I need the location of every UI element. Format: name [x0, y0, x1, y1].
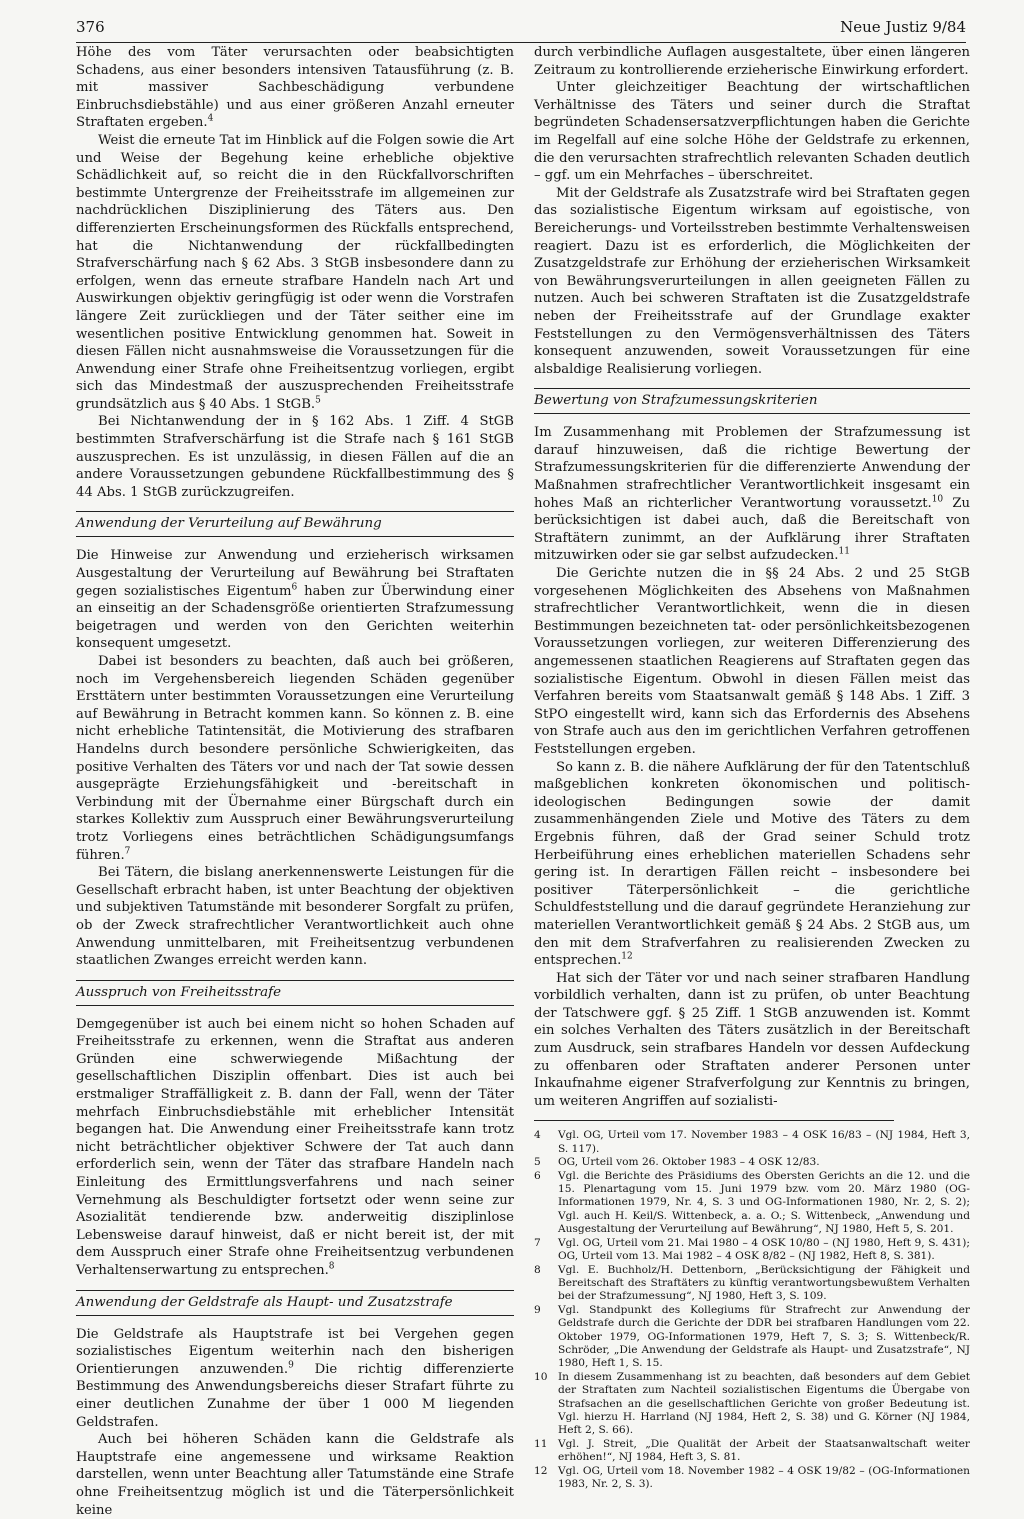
section-title: Bewertung von Strafzumessungskriterien [534, 393, 818, 409]
section-title: Anwendung der Verurteilung auf Bewährung [76, 516, 382, 532]
section-heading [76, 511, 514, 537]
right-column [534, 44, 970, 1491]
footnote-number: 9 [534, 1303, 541, 1316]
footnote-number: 6 [534, 1169, 541, 1182]
footnote-text: Vgl. OG, Urteil vom 17. November 1983 – 4 OSK 16/83 – (NJ 1984, Heft 3, S. 117). [558, 1129, 970, 1155]
journal-title: Neue Justiz 9/84 [840, 18, 966, 36]
section-heading [76, 1290, 514, 1316]
paragraph: Weist die erneute Tat im Hinblick auf die Folgen sowie die Art und Weise der Begehung keine erhebliche objektive Schädlichkeit auf, so reicht die in den Rückfallvorschriften bestimmte Untergrenze der Freiheitsstrafe im allgemeinen zur nachdrücklichen Disziplinierung des Täters aus. Den differenzierten Erscheinungsformen des Rückfalls entsprechend, hat die Nichtanwendung der rückfallbedingten Strafverschärfung nach § 62 Abs. 3 StGB insbesondere dann zu erfolgen, wenn das erneute strafbare Handeln nach Art und Auswirkungen objektiv geringfügig ist oder wenn die Vorstrafen längere Zeit zurückliegen und der Täter seither eine im wesentlichen positive Entwicklung genommen hat. Soweit in diesen Fällen nicht ausnahmsweise die Voraussetzungen für die Anwendung einer Strafe ohne Freiheitsentzug vorliegen, ergibt sich das Mindestmaß der auszusprechenden Freiheitsstrafe grundsätzlich aus § 40 Abs. 1 StGB.$^5$ [76, 132, 514, 412]
footnote-ref: 11 [838, 547, 850, 558]
left-column [76, 44, 514, 1519]
footnote-text: Vgl. OG, Urteil vom 18. November 1982 – 4 OSK 19/82 – (OG-Informationen 1983, Nr. 2, S. 3). [558, 1464, 970, 1490]
footnote-number: 8 [534, 1263, 541, 1276]
paragraph: Demgegenüber ist auch bei einem nicht so hohen Schaden auf Freiheitsstrafe zu erkennen, wenn die Straftat aus anderen Gründen eine schwerwiegende Mißachtung der gesellschaftlichen Disziplin offenbart. Dies ist auch bei erstmaliger Straffälligkeit z. B. dann der Fall, wenn der Täter mehrfach Einbruchsdiebstähle mit erheblicher Intensität begangen hat. Die Anwendung einer Freiheitsstrafe kann trotz nicht beträchtlicher objektiver Schwere der Tat auch dann erforderlich sein, wenn der Täter das strafbare Handeln nach Einleitung des Ermittlungsverfahrens und nach seiner Vernehmung als Beschuldigter fortsetzt oder wenn seine zur Asozialität tendierende bzw. anderweitig disziplinlose Lebensweise darauf hinweist, daß er nicht bereit ist, der mit dem Ausspruch einer Strafe ohne Freiheitsentzug verbundenen Verhaltenserwartung zu entsprechen.$^8$ [76, 1016, 514, 1278]
footnote-text: Vgl. J. Streit, „Die Qualität der Arbeit der Staatsanwaltschaft weiter erhöhen!“, NJ 1984, Heft 3, S. 81. [558, 1437, 970, 1464]
paragraph: Höhe des vom Täter verursachten oder beabsichtigten Schadens, aus einer besonders intensiven Tatausführung (z. B. mit massiver Sachbeschädigung verbundene Einbruchsdiebstähle) und aus einer größeren Anzahl erneuter Straftaten ergeben.$^4$ [76, 45, 514, 131]
footnote-text: In diesem Zusammenhang ist zu beachten, daß besonders auf dem Gebiet der Straftaten zum Nachteil sozialistischen Eigentums die Übergabe von Strafsachen an die gesellschaftlichen Gerichte von großer Bedeutung ist. Vgl. hierzu H. Harrland (NJ 1984, Heft 2, S. 38) und G. Körner (NJ 1984, Heft 2, S. 66). [558, 1370, 970, 1437]
footnote-text: Vgl. E. Buchholz/H. Dettenborn, „Berücksichtigung der Fähigkeit und Bereitschaft des Straftäters zu künftig verantwortungsbewußtem Verhalten bei der Strafzumessung“, NJ 1980, Heft 3, S. 109. [558, 1263, 970, 1303]
paragraph: Mit der Geldstrafe als Zusatzstrafe wird bei Straftaten gegen das sozialistische Eigentum wirksam auf egoistische, von Bereicherungs- und Vorteilsstreben bestimmte Verhaltensweisen reagiert. Dazu ist es erforderlich, die Möglichkeiten der Zusatzgeldstrafe zur Erhöhung der erzieherischen Wirksamkeit von Bewährungsverurteilungen in allen geeigneten Fällen zu nutzen. Auch bei schweren Straftaten ist die Zusatzgeldstrafe neben der Freiheitsstrafe auf der Grundlage exakter Feststellungen zu den Vermögensverhältnissen des Täters konsequent anzuwenden, soweit Voraussetzungen für eine alsbaldige Realisierung vorliegen. [534, 185, 970, 377]
footnotes [534, 1129, 970, 1491]
footnote-number: 12 [534, 1464, 548, 1477]
footnote-ref: 8 [328, 1261, 335, 1272]
footnote [534, 1304, 970, 1371]
section-title: Anwendung der Geldstrafe als Haupt- und Zusatzstrafe [76, 1294, 453, 1310]
footnote-rule [534, 1120, 894, 1121]
footnote-ref: 5 [315, 395, 321, 406]
footnote-ref: 9 [288, 1360, 294, 1371]
footnote [534, 1438, 970, 1465]
footnote-number: 5 [534, 1156, 541, 1169]
paragraph: Im Zusammenhang mit Problemen der Strafzumessung ist darauf hinzuweisen, daß die richtige Bewertung der Strafzumessungskriterien für die differenzierte Anwendung der Maßnahmen strafrechtlicher Verantwortlichkeit insgesamt ein hohes Maß an richterlicher Verantwortung voraussetzt.$^{10}$ Zu berücksichtigen ist dabei auch, daß die Bereitschaft von Straftätern zunimmt, an der Aufklärung ihrer Straftaten mitzuwirken oder sie gar selbst aufzudecken.$^{11}$ [534, 425, 970, 564]
paragraph: Bei Tätern, die bislang anerkennenswerte Leistungen für die Gesellschaft erbracht haben, ist unter Beachtung der objektiven und subjektiven Tatumstände mit besonderer Sorgfalt zu prüfen, ob der Zweck strafrechtlicher Verantwortlichkeit auch ohne Anwendung unmittelbaren, mit Freiheitsentzug verbundenen staatlichen Zwanges erreicht werden kann. [76, 865, 514, 969]
footnote [534, 1170, 970, 1237]
footnote [534, 1371, 970, 1438]
footnote-number: 4 [534, 1129, 541, 1142]
page-header [76, 16, 966, 40]
footnote [534, 1129, 970, 1156]
footnote-text: Vgl. Standpunkt des Kollegiums für Strafrecht zur Anwendung der Geldstrafe durch die Gerichte der DDR bei strafbaren Handlungen vom 22. Oktober 1979, OG-Informationen 1979, Heft 7, S. 3; S. Wittenbeck/R. Schröder, „Die Anwendung der Geldstrafe als Haupt- und Zusatzstrafe“, NJ 1980, Heft 1, S. 15. [558, 1303, 970, 1370]
paragraph: Bei Nichtanwendung der in § 162 Abs. 1 Ziff. 4 StGB bestimmten Strafverschärfung ist die Strafe nach § 161 StGB auszusprechen. Es ist unzulässig, in diesen Fällen auf die an andere Voraussetzungen gebundene Rückfallbestimmung des § 44 Abs. 1 StGB zurückzugreifen. [76, 414, 514, 500]
footnote-ref: 4 [207, 113, 214, 124]
paragraph: durch verbindliche Auflagen ausgestaltete, über einen längeren Zeitraum zu kontrollierende erzieherische Einwirkung erfordert. [534, 45, 970, 78]
paragraph: So kann z. B. die nähere Aufklärung der für den Tatentschluß maßgeblichen konkreten ökonomischen und politisch-ideologischen Bedingungen sowie der damit zusammenhängenden Ziele und Motive des Täters zu dem Ergebnis führen, daß der Grad seiner Schuld trotz Herbeiführung eines erheblichen materiellen Schadens sehr gering ist. In derartigen Fällen reicht – insbesondere bei positiver Täterpersönlichkeit – die gerichtliche Schuldfeststellung und die darauf gegründete Heranziehung zur materiellen Verantwortlichkeit gemäß § 24 Abs. 2 StGB aus, um den mit dem Strafverfahren zu realisierenden Zwecken zu entsprechen.$^{12}$ [534, 759, 970, 969]
footnote [534, 1237, 970, 1264]
paragraph: Auch bei höheren Schäden kann die Geldstrafe als Hauptstrafe eine angemessene und wirksame Reaktion darstellen, wenn unter Beachtung aller Tatumstände eine Strafe ohne Freiheitsentzug möglich ist und die Täterpersönlichkeit keine [76, 1432, 514, 1518]
footnote [534, 1465, 970, 1492]
footnote-ref: 6 [291, 582, 298, 593]
footnote-number: 11 [534, 1437, 548, 1450]
section-heading [534, 388, 970, 414]
footnote [534, 1264, 970, 1304]
footnote-number: 10 [534, 1370, 548, 1383]
footnote-ref: 10 [931, 494, 944, 505]
header-rule [76, 42, 966, 43]
paragraph: Unter gleichzeitiger Beachtung der wirtschaftlichen Verhältnisse des Täters und seiner durch die Straftat begründeten Schadensersatzverpflichtungen haben die Gerichte im Regelfall auf eine solche Höhe der Geldstrafe zu erkennen, die den verursachten strafrechtlich relevanten Schaden deutlich – ggf. um ein Mehrfaches – überschreitet. [534, 80, 970, 184]
footnote-text: Vgl. OG, Urteil vom 21. Mai 1980 – 4 OSK 10/80 – (NJ 1980, Heft 9, S. 431); OG, Urteil vom 13. Mai 1982 – 4 OSK 8/82 – (NJ 1982, Heft 8, S. 381). [558, 1236, 970, 1263]
footnote-text: Vgl. die Berichte des Präsidiums des Obersten Gerichts an die 12. und die 15. Plenartagung vom 15. Juni 1979 bzw. vom 20. März 1980 (OG-Informationen 1979, Nr. 4, S. 3 und OG-Informationen 1980, Nr. 2, S. 2); Vgl. auch H. Keil/S. Wittenbeck, a. a. O.; S. Wittenbeck, „Anwendung und Ausgestaltung der Verurteilung auf Bewährung“, NJ 1980, Heft 5, S. 201. [558, 1169, 970, 1236]
page-number: 376 [76, 18, 105, 36]
paragraph: Die Gerichte nutzen die in §§ 24 Abs. 2 und 25 StGB vorgesehenen Möglichkeiten des Absehens von Maßnahmen strafrechtlicher Verantwortlichkeit, wenn die in diesen Bestimmungen bezeichneten tat- oder persönlichkeitsbezogenen Voraussetzungen vorliegen, zur weiteren Differenzierung des angemessenen staatlichen Reagierens auf Straftaten gegen das sozialistische Eigentum. Obwohl in diesen Fällen meist das Verfahren bereits vom Staatsanwalt gemäß § 148 Abs. 1 Ziff. 3 StPO eingestellt wird, kann sich das Erfordernis des Absehens von Strafe auch aus den im gerichtlichen Verfahren getroffenen Feststellungen ergeben. [534, 566, 970, 757]
paragraph: Die Geldstrafe als Hauptstrafe ist bei Vergehen gegen sozialistisches Eigentum weiterhin nach den bisherigen Orientierungen anzuwenden.$^9$ Die richtig differenzierte Bestimmung des Anwendungsbereichs dieser Strafart führte zu einer deutlichen Zunahme der über 1 000 M liegenden Geldstrafen. [76, 1326, 514, 1430]
section-title: Ausspruch von Freiheitsstrafe [76, 984, 282, 1000]
footnote-ref: 7 [124, 846, 131, 857]
paragraph: Hat sich der Täter vor und nach seiner strafbaren Handlung vorbildlich verhalten, dann ist zu prüfen, ob unter Beachtung der Tatschwere ggf. § 25 Ziff. 1 StGB anzuwenden ist. Kommt ein solches Verhalten des Täters zusätzlich in der Bereitschaft zum Ausdruck, sein strafbares Handeln vor dessen Aufdeckung zu offenbaren oder Straftaten anderer Personen unter Inkaufnahme eigener Strafverfolgung zur Kenntnis zu bringen, um weiteren Angriffen auf sozialisti- [534, 970, 970, 1109]
footnote-text: OG, Urteil vom 26. Oktober 1983 – 4 OSK 12/83. [558, 1156, 820, 1169]
section-heading [76, 980, 514, 1006]
paragraph: Dabei ist besonders zu beachten, daß auch bei größeren, noch im Vergehensbereich liegenden Schäden gegenüber Ersttätern unter bestimmten Voraussetzungen eine Verurteilung auf Bewährung in Betracht kommen kann. So können z. B. eine nicht erhebliche Tatintensität, die Motivierung des strafbaren Handelns durch besondere persönliche Schwierigkeiten, das positive Verhalten des Täters vor und nach der Tat sowie dessen ausgeprägte Erziehungsfähigkeit und -bereitschaft in Verbindung mit der Übernahme einer Bürgschaft durch ein starkes Kollektiv zum Ausspruch einer Bewährungsverurteilung trotz Vorliegens eines beträchtlichen Schädigungsumfangs führen.$^7$ [76, 654, 514, 863]
paragraph: Die Hinweise zur Anwendung und erzieherisch wirksamen Ausgestaltung der Verurteilung auf Bewährung bei Straftaten gegen sozialistisches Eigentum$^6$ haben zur Überwindung einer an einseitig an der Schadensgröße orientierten Strafzumessung beigetragen und werden von den Gerichten weiterhin konsequent umgesetzt. [76, 548, 514, 652]
footnote-ref: 12 [621, 951, 633, 962]
footnote-number: 7 [534, 1236, 541, 1249]
footnote [534, 1156, 970, 1169]
